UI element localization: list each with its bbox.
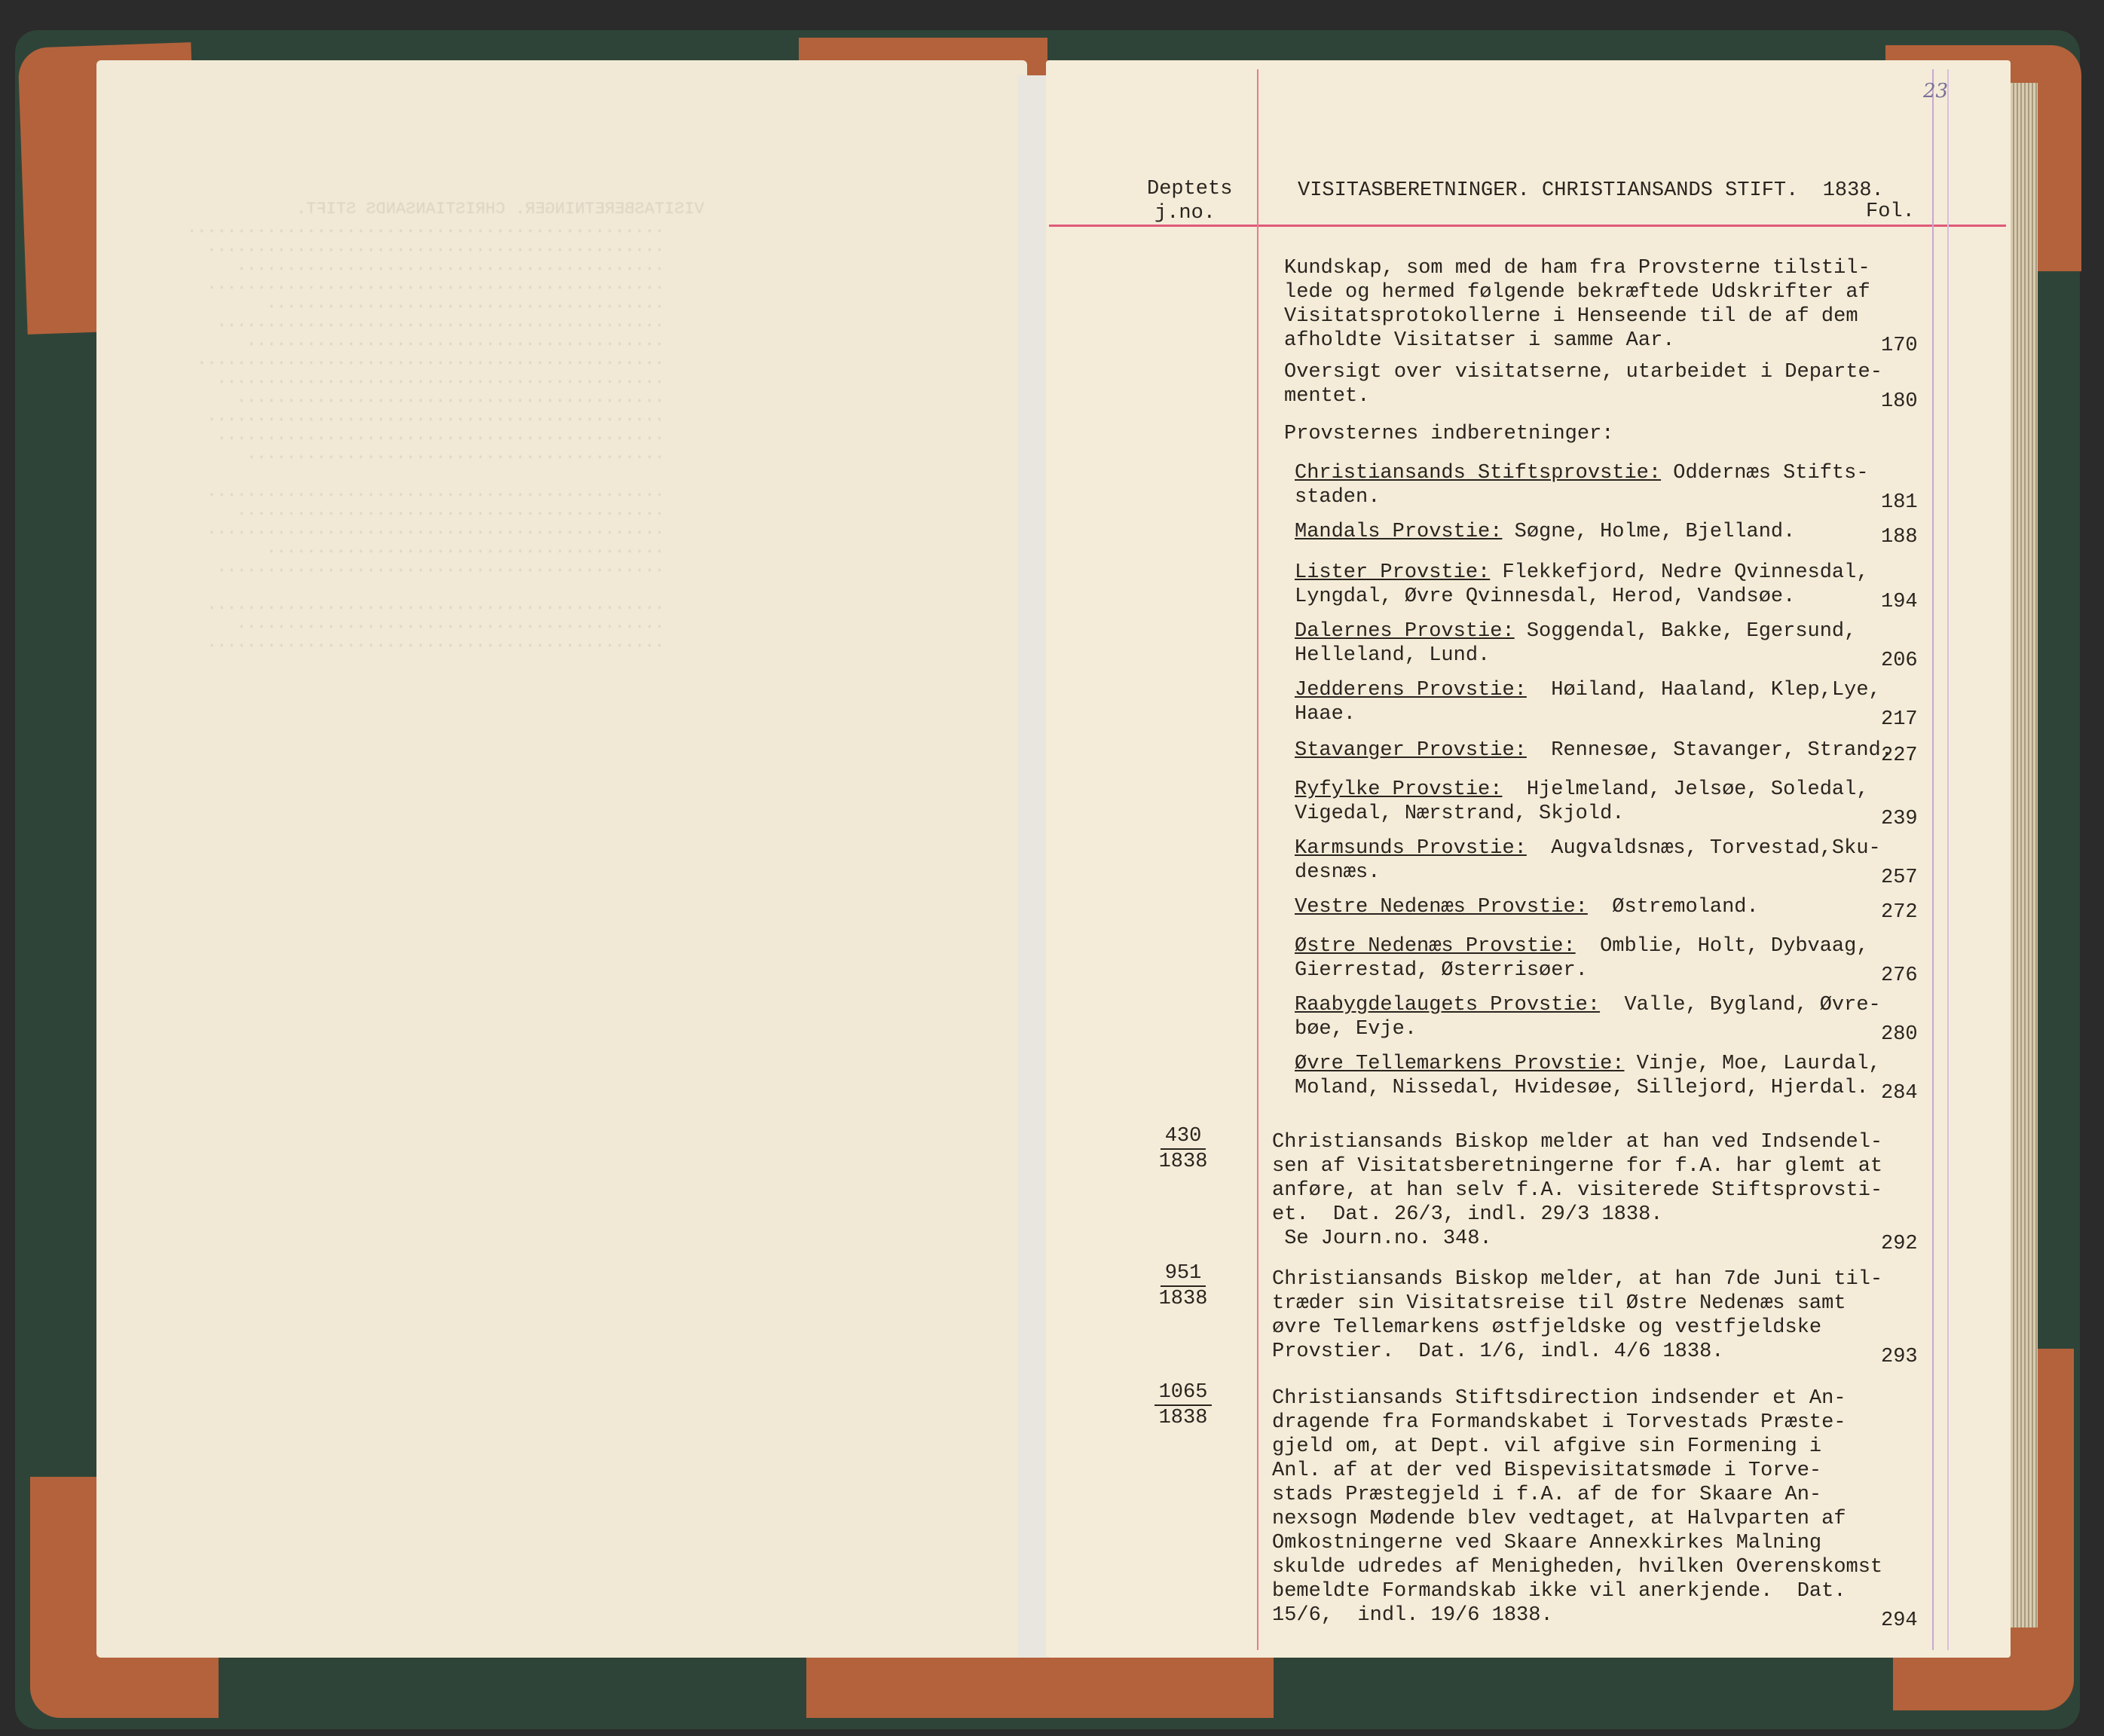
journal-number — [1145, 1124, 1221, 1174]
provstie-heading: Ryfylke Provstie: — [1295, 778, 1503, 801]
entry-text: Augvaldsnæs, Torvestad,Sku- desnæs. — [1295, 837, 1881, 884]
folio-number: 284 — [1881, 1082, 1918, 1105]
entry-text: Christiansands Biskop melder, at han 7de Juni til- træder sin Visitatsreise til Østre Nedenæs samt øvre Tellemarkens østfjeldske og vestfjeldske Provstier. Dat. 1/6, indl. 4/6 1838. — [1272, 1268, 1883, 1363]
ledger-entry — [1295, 561, 1869, 609]
provstie-heading: Øvre Tellemarkens Provstie: — [1295, 1053, 1625, 1075]
binding-spine-bottom-left — [806, 1650, 1055, 1718]
ledger-entry — [1284, 256, 1870, 353]
entry-text: Hjelmeland, Jelsøe, Soledal, Vigedal, Nærstrand, Skjold. — [1295, 778, 1869, 825]
entry-text: Kundskap, som med de ham fra Provsterne tilstil- lede og hermed følgende bekræftede Udskrifter af Visitatsprotokollerne i Henseende til de af dem afholdte Visitatser i samme Aar. — [1284, 257, 1870, 352]
page-title: VISITASBERETNINGER. CHRISTIANSANDS STIFT. 1838. — [1298, 179, 1884, 202]
journal-number-value: 1065 — [1154, 1380, 1213, 1406]
folio-number: 257 — [1881, 866, 1918, 889]
journal-column-rule — [1257, 69, 1258, 1650]
provstie-heading: Østre Nedenæs Provstie: — [1295, 935, 1576, 958]
folio-number: 292 — [1881, 1233, 1918, 1255]
provstie-heading: Karmsunds Provstie: — [1295, 837, 1527, 860]
journal-number — [1145, 1261, 1221, 1311]
entry-text: Vinje, Moe, Laurdal, Moland, Nissedal, Hvidesøe, Sillejord, Hjerdal. — [1295, 1053, 1881, 1099]
folio-number: 272 — [1881, 901, 1918, 924]
folio-column-rule-2 — [1947, 69, 1949, 1650]
entry-text: Oversigt over visitatserne, utarbeidet i Departe- mentet. — [1284, 361, 1882, 408]
folio-number: 170 — [1881, 335, 1918, 357]
ledger-entry — [1295, 895, 1759, 919]
journal-year: 1838 — [1158, 1288, 1208, 1310]
entry-text: Rennesøe, Stavanger, Strand. — [1526, 739, 1893, 762]
ledger-entry — [1284, 422, 1613, 446]
journal-number-value: 951 — [1161, 1261, 1206, 1287]
page-edges — [2011, 83, 2038, 1628]
folio-number: 294 — [1881, 1609, 1918, 1632]
provstie-heading: Lister Provstie: — [1295, 561, 1491, 584]
entry-text: Oddernæs Stifts- staden. — [1295, 462, 1869, 509]
column-header-dept: Deptets — [1147, 178, 1233, 200]
folio-number: 293 — [1881, 1346, 1918, 1368]
folio-number: 280 — [1881, 1023, 1918, 1046]
header-rule — [1049, 225, 2006, 227]
page-gutter — [1017, 75, 1047, 1658]
entry-text: Søgne, Holme, Bjelland. — [1502, 521, 1796, 543]
journal-number-value: 430 — [1161, 1124, 1206, 1150]
page-number: 23 — [1923, 80, 1949, 102]
ledger-entry — [1295, 836, 1881, 885]
provstie-heading: Raabygdelaugets Provstie: — [1295, 994, 1601, 1016]
folio-number: 194 — [1881, 591, 1918, 613]
ledger-entry — [1284, 360, 1882, 408]
ledger-entry — [1295, 934, 1869, 983]
entry-text: Christiansands Biskop melder at han ved Indsendel- sen af Visitatsberetningerne for f.A. har glemt at anføre, at han selv f.A. visiterede Stiftsprovsti- et. Dat. 26/3, indl. 29/3 1838. Se Journ.no. 348. — [1272, 1131, 1883, 1250]
entry-text: Valle, Bygland, Øvre- bøe, Evje. — [1295, 994, 1881, 1041]
binding-spine-bottom-right — [1055, 1650, 1274, 1718]
folio-number: 239 — [1881, 808, 1918, 830]
entry-text: Høiland, Haaland, Klep,Lye, Haae. — [1295, 679, 1881, 726]
entry-text: Provsternes indberetninger: — [1284, 423, 1614, 445]
ledger-entry — [1295, 678, 1881, 726]
ledger-entry — [1272, 1130, 1882, 1251]
folio-number: 227 — [1881, 744, 1918, 767]
entry-text: Flekkefjord, Nedre Qvinnesdal, Lyngdal, Øvre Qvinnesdal, Herod, Vandsøe. — [1295, 561, 1869, 608]
ledger-entry — [1295, 619, 1856, 668]
column-header-fol: Fol. — [1866, 200, 1915, 223]
provstie-heading: Vestre Nedenæs Provstie: — [1295, 896, 1588, 918]
entry-text: Omblie, Holt, Dybvaag, Gierrestad, Østerrisøer. — [1295, 935, 1869, 982]
journal-number — [1145, 1380, 1221, 1430]
entry-text: Soggendal, Bakke, Egersund, Helleland, Lund. — [1295, 620, 1857, 667]
journal-year: 1838 — [1158, 1151, 1208, 1173]
ledger-entry — [1295, 738, 1893, 763]
folio-number: 188 — [1881, 526, 1918, 549]
entry-text: Østremoland. — [1587, 896, 1759, 918]
ledger-entry — [1295, 1052, 1881, 1100]
provstie-heading: Dalernes Provstie: — [1295, 620, 1515, 643]
ledger-entry — [1272, 1386, 1882, 1628]
folio-number: 206 — [1881, 649, 1918, 672]
ledger-entry — [1295, 993, 1881, 1041]
folio-number: 276 — [1881, 964, 1918, 987]
ledger-entry — [1295, 461, 1869, 509]
journal-year: 1838 — [1158, 1407, 1208, 1429]
ledger-entry — [1295, 520, 1795, 544]
folio-number: 181 — [1881, 491, 1918, 514]
provstie-heading: Mandals Provstie: — [1295, 521, 1503, 543]
provstie-heading: Christiansands Stiftsprovstie: — [1295, 462, 1662, 484]
bleed-through-text: VISITASBERETNINGER. CHRISTIANSANDS STIFT. ................................................ .............................................. ........................................... .............................................. ........................................ ............................................. .......................................... ............................................... ............................................. ........................................... .............................................. ............................................. .......................................... .............................................. ........................................... .............................................. ........................................ ............................................. .............................................. ........................................... .............................................. — [187, 200, 705, 652]
provstie-heading: Jedderens Provstie: — [1295, 679, 1527, 701]
left-page — [96, 60, 1027, 1658]
folio-column-rule — [1932, 69, 1934, 1650]
folio-number: 180 — [1881, 390, 1918, 413]
column-header-jno: j.no. — [1154, 202, 1216, 225]
entry-text: Christiansands Stiftsdirection indsender et An- dragende fra Formandskabet i Torvestads Præste- gjeld om, at Dept. vil afgive sin Formening i Anl. af at der ved Bispevisitatsmøde i Torve- stads Præstegjeld i f.A. af de for Skaare An- nexsogn Mødende blev vedtaget, at Halvparten af Omkostningerne ved Skaare Annexkirkes Malning skulde udredes af Menigheden, hvilken Overenskomst bemeldte Formandskab ikke vil anerkjende. Dat. 15/6, indl. 19/6 1838. — [1272, 1387, 1883, 1627]
ledger-entry — [1272, 1267, 1882, 1364]
provstie-heading: Stavanger Provstie: — [1295, 739, 1527, 762]
folio-number: 217 — [1881, 708, 1918, 731]
ledger-entry — [1295, 778, 1869, 826]
